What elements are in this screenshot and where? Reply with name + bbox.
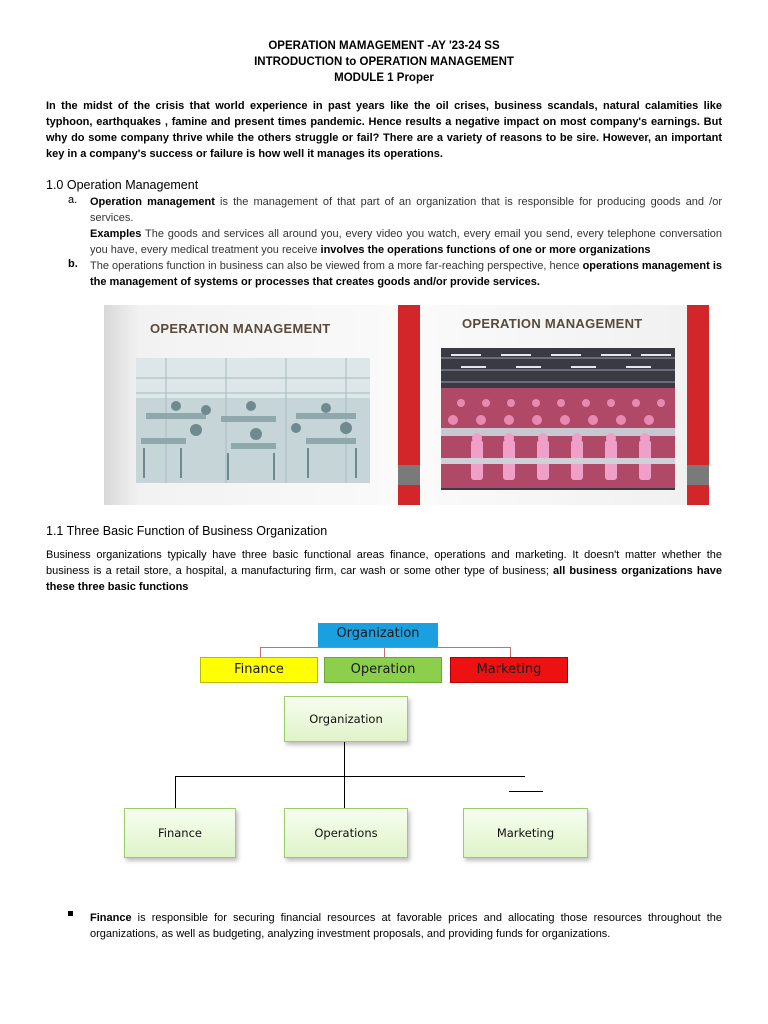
- right-slide-gray-band: [687, 465, 709, 485]
- bullet-marker: [68, 911, 73, 916]
- finance-bullet-term: Finance: [90, 912, 132, 924]
- marketing-box: Marketing: [450, 657, 568, 683]
- item-b-text-block: [90, 258, 722, 290]
- diagram-connector: [510, 647, 511, 657]
- item-a-term: Operation management: [90, 196, 215, 208]
- section-heading-1-1: 1.1 Three Basic Function of Business Organization: [46, 524, 328, 538]
- item-a-label: a.: [68, 194, 78, 206]
- item-a-examples: [90, 226, 722, 258]
- left-slide-title: OPERATION MANAGEMENT: [150, 321, 331, 336]
- org-diagram-colored: [200, 610, 568, 690]
- intro-paragraph: In the midst of the crisis that world experience in past years like the oil crises, business scandals, natural calamities like typhoon, earthquakes , famine and present times pandemic. Hence results a negative impact on most company's earnings. But why do some company thrive while the others struggle or fail? There are a variety of reasons to be sire. However, an important key in a company's success or failure is how well it manages its operations.: [46, 100, 722, 160]
- org-root-box: Organization: [318, 623, 438, 647]
- operation-management-slides-image: [104, 305, 709, 505]
- connector-vertical: [344, 742, 345, 808]
- doc-title-line-2: INTRODUCTION to OPERATION MANAGEMENT: [254, 56, 514, 68]
- right-slide-title: OPERATION MANAGEMENT: [462, 316, 643, 331]
- section-1-1-text: Business organizations typically have three basic functional areas finance, operations and marketing. It doesn't matter whether the business is a retail store, a hospital, a manufacturing firm, car wash or some other type of business;: [46, 549, 722, 577]
- item-b-label: b.: [68, 258, 78, 270]
- doc-title-line-3: MODULE 1 Proper: [334, 72, 434, 84]
- org-root-node: Organization: [284, 696, 408, 742]
- right-slide: [420, 305, 709, 505]
- factory-photo-modern: [441, 348, 675, 490]
- left-slide: [104, 305, 398, 505]
- finance-bullet: [90, 910, 722, 942]
- item-a-def-text: is the management of that part of an organization that is responsible for producing goods and /or services.: [90, 196, 722, 224]
- examples-text: The goods and services all around you, every video you watch, every email you send, every telephone conversation you have, every medical treatment you receive: [90, 228, 722, 256]
- section-heading-1-0: 1.0 Operation Management: [46, 178, 199, 192]
- item-a-definition: [90, 194, 722, 226]
- operations-node: Operations: [284, 808, 408, 858]
- finance-box: Finance: [200, 657, 318, 683]
- examples-label: Examples: [90, 228, 142, 240]
- connector-horizontal: [175, 776, 525, 777]
- operation-box: Operation: [324, 657, 442, 683]
- section-1-1-paragraph: [46, 547, 722, 595]
- connector-left: [175, 776, 176, 808]
- finance-bullet-text: is responsible for securing financial resources at favorable prices and allocating those resources throughout the organizations, as well as budgeting, analyzing investment proposals, and providing funds for organizations.: [90, 912, 722, 940]
- section-1-1-bold: all business organizations have these three basic functions: [46, 565, 722, 593]
- diagram-connector: [260, 647, 261, 657]
- factory-photo-vintage: [136, 358, 370, 483]
- item-b-text: The operations function in business can also be viewed from a more far-reaching perspective, hence: [90, 260, 583, 272]
- doc-title-line-1: OPERATION MAMAGEMENT -AY '23-24 SS: [268, 40, 500, 52]
- examples-bold-text: involves the operations functions of one or more organizations: [320, 244, 651, 256]
- connector-stub: [509, 791, 543, 792]
- diagram-connector: [260, 647, 510, 648]
- finance-node: Finance: [124, 808, 236, 858]
- left-slide-gray-band: [398, 465, 420, 485]
- item-b-bold: operations management is the management of systems or processes that creates goods and/or provide services.: [90, 260, 722, 288]
- marketing-node: Marketing: [463, 808, 588, 858]
